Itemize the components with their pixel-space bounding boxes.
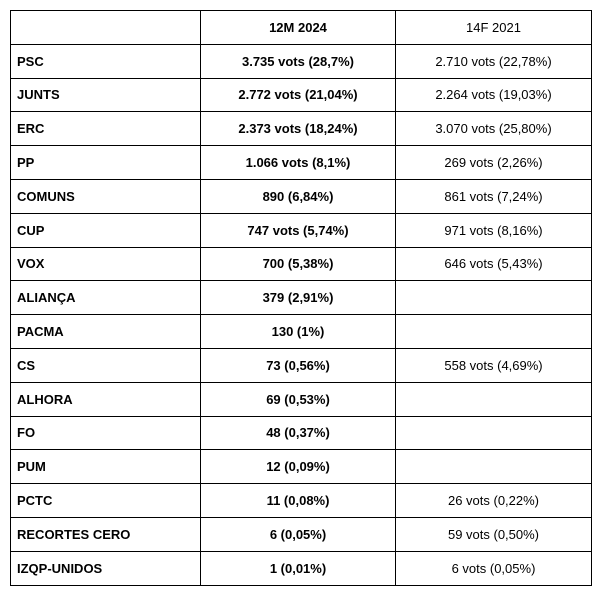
votes-2021-cell: 3.070 vots (25,80%) <box>396 112 592 146</box>
party-name-cell: PSC <box>11 44 201 78</box>
party-name-cell: CS <box>11 348 201 382</box>
votes-2021-cell <box>396 382 592 416</box>
header-cell-2021: 14F 2021 <box>396 11 592 45</box>
votes-2021-cell: 26 vots (0,22%) <box>396 484 592 518</box>
header-row <box>11 11 592 45</box>
votes-2024-cell: 379 (2,91%) <box>201 281 396 315</box>
votes-2024-cell: 130 (1%) <box>201 315 396 349</box>
table-row <box>11 484 592 518</box>
votes-2024-cell: 11 (0,08%) <box>201 484 396 518</box>
table-row <box>11 179 592 213</box>
party-name-cell: RECORTES CERO <box>11 517 201 551</box>
votes-2021-cell <box>396 315 592 349</box>
votes-2024-cell: 69 (0,53%) <box>201 382 396 416</box>
table-row <box>11 112 592 146</box>
table-row <box>11 517 592 551</box>
party-name-cell: PP <box>11 146 201 180</box>
party-name-cell: COMUNS <box>11 179 201 213</box>
votes-2024-cell: 48 (0,37%) <box>201 416 396 450</box>
party-name-cell: VOX <box>11 247 201 281</box>
votes-2024-cell: 700 (5,38%) <box>201 247 396 281</box>
votes-2021-cell: 59 vots (0,50%) <box>396 517 592 551</box>
votes-2021-cell: 861 vots (7,24%) <box>396 179 592 213</box>
votes-2024-cell: 2.772 vots (21,04%) <box>201 78 396 112</box>
header-cell-party <box>11 11 201 45</box>
votes-2021-cell: 971 vots (8,16%) <box>396 213 592 247</box>
votes-2021-cell <box>396 450 592 484</box>
votes-2021-cell <box>396 416 592 450</box>
votes-2021-cell: 2.710 vots (22,78%) <box>396 44 592 78</box>
votes-2024-cell: 3.735 vots (28,7%) <box>201 44 396 78</box>
table-row <box>11 213 592 247</box>
table-row <box>11 348 592 382</box>
party-name-cell: PCTC <box>11 484 201 518</box>
votes-2021-cell: 2.264 vots (19,03%) <box>396 78 592 112</box>
votes-2024-cell: 1.066 vots (8,1%) <box>201 146 396 180</box>
votes-2024-cell: 6 (0,05%) <box>201 517 396 551</box>
votes-2021-cell: 269 vots (2,26%) <box>396 146 592 180</box>
party-name-cell: FO <box>11 416 201 450</box>
table-row <box>11 78 592 112</box>
table-row <box>11 382 592 416</box>
party-name-cell: JUNTS <box>11 78 201 112</box>
votes-2024-cell: 1 (0,01%) <box>201 551 396 585</box>
table-row <box>11 315 592 349</box>
party-name-cell: IZQP-UNIDOS <box>11 551 201 585</box>
party-name-cell: PACMA <box>11 315 201 349</box>
party-name-cell: CUP <box>11 213 201 247</box>
results-table-body <box>11 11 592 586</box>
table-row <box>11 416 592 450</box>
votes-2021-cell: 6 vots (0,05%) <box>396 551 592 585</box>
votes-2021-cell: 646 vots (5,43%) <box>396 247 592 281</box>
party-name-cell: PUM <box>11 450 201 484</box>
table-row <box>11 551 592 585</box>
party-name-cell: ALHORA <box>11 382 201 416</box>
votes-2021-cell <box>396 281 592 315</box>
party-name-cell: ERC <box>11 112 201 146</box>
votes-2024-cell: 12 (0,09%) <box>201 450 396 484</box>
votes-2024-cell: 2.373 vots (18,24%) <box>201 112 396 146</box>
votes-2021-cell: 558 vots (4,69%) <box>396 348 592 382</box>
votes-2024-cell: 73 (0,56%) <box>201 348 396 382</box>
table-row <box>11 247 592 281</box>
table-row <box>11 44 592 78</box>
table-row <box>11 450 592 484</box>
votes-2024-cell: 890 (6,84%) <box>201 179 396 213</box>
votes-2024-cell: 747 vots (5,74%) <box>201 213 396 247</box>
table-row <box>11 281 592 315</box>
header-cell-2024: 12M 2024 <box>201 11 396 45</box>
table-row <box>11 146 592 180</box>
election-results-table <box>10 10 592 586</box>
party-name-cell: ALIANÇA <box>11 281 201 315</box>
